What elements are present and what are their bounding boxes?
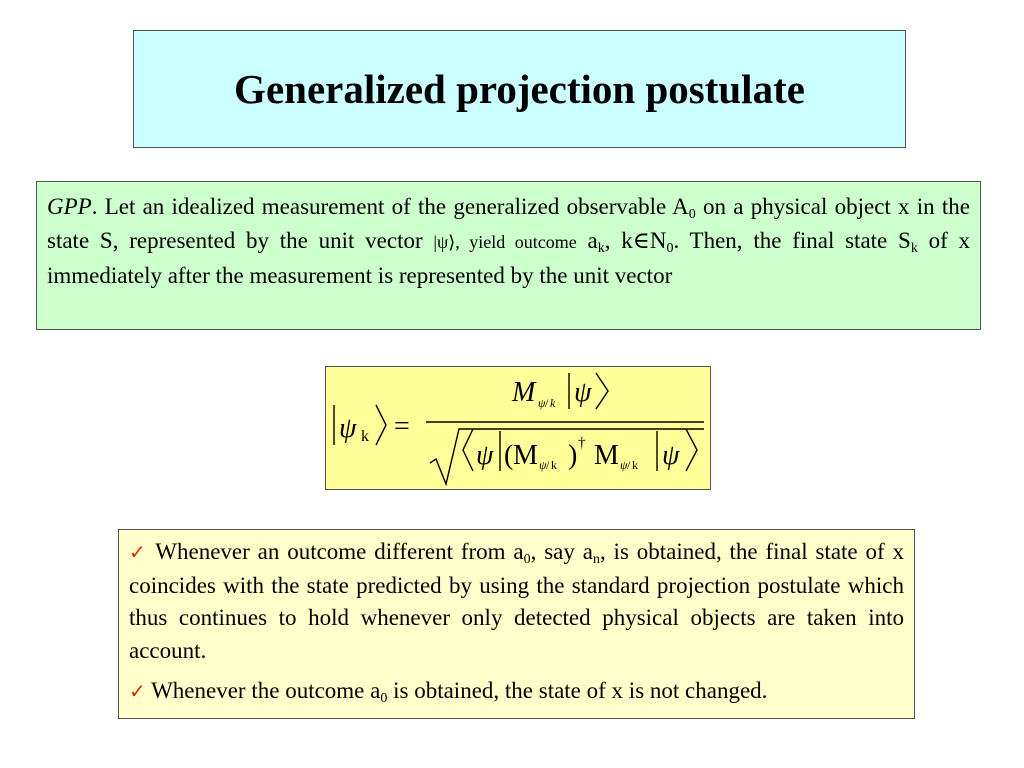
remark-1-text-2: , say a	[530, 539, 593, 564]
title-box	[133, 30, 906, 148]
gpp-definition-box	[36, 181, 981, 330]
remark-1-text-1: Whenever an outcome different from a	[147, 539, 524, 564]
check-icon: ✓	[129, 542, 148, 564]
den-sub2-k: k	[632, 458, 638, 472]
gpp-label: GPP	[47, 194, 92, 219]
remark-1-sub-1: 0	[523, 552, 531, 567]
remark-2	[129, 675, 904, 709]
remarks-box	[118, 529, 915, 719]
gpp-text-2: on a physical object x in the state S, represented by the unit vector	[47, 194, 971, 253]
lhs-k: k	[361, 428, 369, 445]
gpp-element-of: ∈	[632, 228, 650, 253]
gpp-text-1: . Let an idealized measurement of the generalized observable A	[91, 194, 689, 219]
remark-2-sub-1: 0	[380, 691, 388, 706]
den-psi-bra: ψ	[476, 440, 494, 471]
gpp-text-4: , k	[604, 228, 633, 253]
remark-2-text-1: Whenever the outcome a	[145, 678, 381, 703]
den-psi-ket: ψ	[662, 440, 680, 471]
den-dagger: †	[578, 435, 586, 451]
remark-2-text-2: is obtained, the state of x is not changed.	[387, 678, 768, 703]
slide-title: Generalized projection postulate	[234, 66, 805, 112]
den-lparen: (	[504, 440, 514, 471]
formula-box	[325, 366, 711, 490]
num-M: M	[512, 377, 536, 408]
gpp-text-5: N	[649, 228, 667, 253]
den-M1: M	[513, 440, 538, 471]
remark-1-sub-2: n	[592, 552, 600, 567]
num-psi: ψ	[574, 377, 592, 408]
num-sub-psi: ψ	[538, 396, 546, 410]
gpp-N-subscript: 0	[666, 241, 674, 256]
num-sub-k: k	[550, 396, 556, 410]
den-rparen: )	[568, 440, 578, 471]
gpp-text-3: a	[576, 228, 598, 253]
gpp-a-subscript: k	[597, 241, 605, 256]
remark-1-text-3: , is obtained, the final state of x coincides with the state predicted by using the standard projection postulate which thus continues to hold whenever only detected physical objects are taken into account.	[129, 539, 904, 663]
remark-1	[129, 536, 904, 667]
den-sub1-psi: ψ	[539, 458, 547, 472]
den-sub1-slash: /	[546, 458, 550, 472]
projection-formula	[326, 367, 712, 491]
gpp-text-6: . Then, the final state S	[673, 228, 911, 253]
gpp-text-7: of x immediately after the measurement is represented by the unit vector	[47, 228, 971, 288]
num-sub-slash: /	[545, 396, 549, 410]
lhs-psi: ψ	[339, 413, 357, 444]
den-sub2-psi: ψ	[620, 458, 628, 472]
equals-sign: =	[394, 411, 410, 442]
den-sub1-k: k	[551, 458, 557, 472]
gpp-ket-psi: |ψ⟩, yield outcome	[433, 232, 577, 252]
den-M2: M	[594, 440, 619, 471]
gpp-A-subscript: 0	[688, 207, 696, 222]
den-sub2-slash: /	[627, 458, 631, 472]
check-icon: ✓	[129, 681, 146, 703]
gpp-S-subscript: k	[910, 241, 918, 256]
